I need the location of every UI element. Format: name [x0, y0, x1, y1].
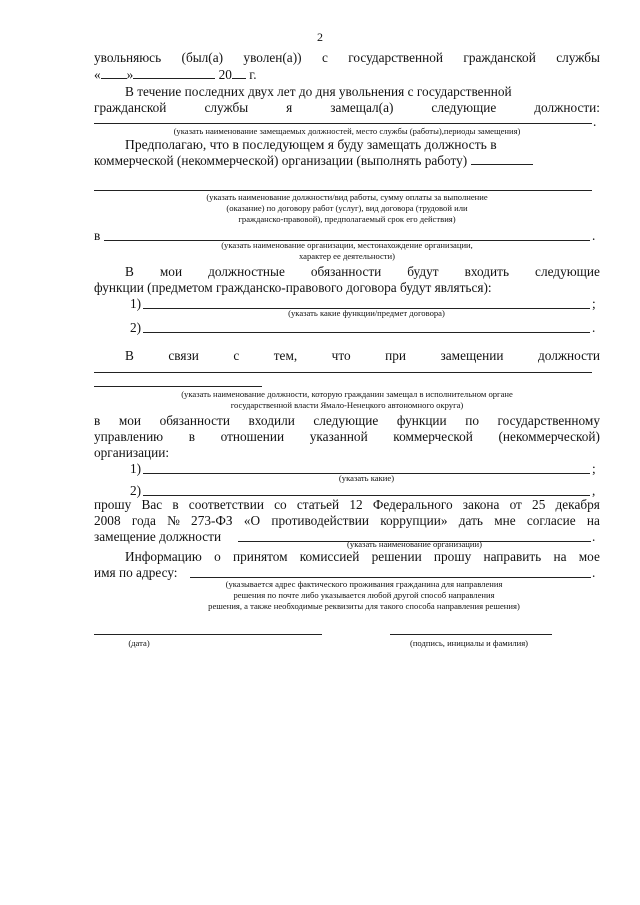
word: с — [233, 348, 240, 363]
caption-signature: (подпись, инициалы и фамилия) — [409, 638, 529, 648]
word: замещении — [440, 348, 504, 363]
period-mark: . — [592, 529, 596, 544]
text-line-in-connection — [125, 348, 600, 364]
word: гражданской — [94, 100, 167, 115]
caption-work: (указать наименование должности/вид работы, сумму оплаты за выполнение (оказание) по договору работ (услуг), вид договора (трудовой или гражданско-правовой), предполагаемый срок его действия) — [206, 192, 488, 224]
work-field — [94, 190, 592, 191]
semicolon-mark: ; — [592, 461, 596, 476]
text-line-org: организации: — [94, 445, 170, 460]
day-field — [101, 67, 127, 79]
word: согласие — [526, 513, 576, 528]
word: замещал(а) — [330, 100, 394, 115]
text-line-functions: функции (предметом гражданско-правового договора будут являться): — [94, 280, 492, 295]
word: № — [167, 513, 180, 528]
word: В — [125, 348, 134, 363]
comma-mark: , — [592, 483, 596, 498]
word: закона — [462, 497, 500, 512]
word: принятом — [232, 549, 288, 564]
period-mark: . — [592, 565, 596, 580]
text-line-organization: коммерческой (некоммерческой) организации (выполнять работу) — [94, 153, 533, 169]
word: Информацию — [125, 549, 202, 564]
word: комиссией — [299, 549, 360, 564]
word: (некоммерческой) — [498, 429, 600, 444]
word: службы — [556, 50, 600, 65]
word: уволен(а)) — [243, 50, 302, 65]
word: тем, — [273, 348, 298, 363]
word: решении — [371, 549, 422, 564]
word: обязанности — [159, 413, 230, 428]
word: должностные — [208, 264, 285, 279]
word: В — [125, 264, 134, 279]
page-number: 2 — [317, 30, 323, 44]
word: в — [188, 429, 195, 444]
word: 12 — [349, 497, 363, 512]
period-mark: . — [592, 228, 596, 243]
word: обязанности — [310, 264, 382, 279]
year-field — [232, 67, 246, 79]
caption-date: (дата) — [128, 638, 150, 648]
text-line-management — [94, 429, 600, 445]
word: следующие — [535, 264, 600, 279]
text-line-two-years: В течение последних двух лет до дня увольнения с государственной — [125, 84, 512, 99]
text-line-duties — [125, 264, 600, 280]
quote-close: » — [126, 67, 134, 82]
word: должности: — [534, 100, 600, 115]
word: противодействии — [271, 513, 369, 528]
word: в — [94, 413, 101, 428]
word: дать — [458, 513, 483, 528]
word: государственной — [348, 50, 444, 65]
position-held-field — [94, 372, 592, 373]
caption-position-held: (указать наименование должности, которую гражданин замещал в исполнительном органе государственной власти Ямало-Ненецкого автономного округа) — [181, 389, 513, 410]
word: направить — [483, 549, 542, 564]
word: управлению — [94, 429, 164, 444]
year-prefix: 20 — [218, 67, 232, 82]
text-line-intend: Предполагаю, что в последующем я буду замещать должность в — [125, 137, 497, 152]
word: «О — [243, 513, 261, 528]
quote-open: « — [94, 67, 101, 82]
word: входили — [248, 413, 295, 428]
word: мои — [118, 413, 142, 428]
word: следующие — [313, 413, 379, 428]
word: мне — [494, 513, 516, 528]
caption-which: (указать какие) — [338, 473, 395, 483]
word: со — [274, 497, 287, 512]
position-held-field-2 — [94, 386, 262, 387]
word: 25 — [532, 497, 546, 512]
address-field — [190, 577, 591, 578]
semicolon-mark: ; — [592, 296, 596, 311]
text-line-in: в — [94, 228, 101, 243]
word: мои — [159, 264, 183, 279]
word: связи — [168, 348, 199, 363]
word: следующие — [431, 100, 497, 115]
caption-functions: (указать какие функции/предмет договора) — [288, 308, 445, 318]
word: увольняюсь — [94, 50, 162, 65]
word: по — [465, 413, 479, 428]
word: года — [131, 513, 156, 528]
word: соответствии — [188, 497, 264, 512]
word: государственному — [497, 413, 600, 428]
word: статьей — [296, 497, 340, 512]
word: в — [172, 497, 179, 512]
item-2-field — [143, 332, 590, 333]
word: мое — [578, 549, 600, 564]
word: при — [385, 348, 407, 363]
item-1-label: 1) — [130, 296, 142, 311]
word: коммерческой — [393, 429, 473, 444]
word: что — [331, 348, 351, 363]
work-field-start — [471, 153, 533, 165]
word: указанной — [309, 429, 368, 444]
word: будут — [407, 264, 439, 279]
word: Вас — [141, 497, 163, 512]
item-1-label: 1) — [130, 461, 142, 476]
word: 2008 — [94, 513, 121, 528]
word: я — [286, 100, 293, 115]
word: входить — [464, 264, 510, 279]
text-line-dismissal — [94, 50, 600, 66]
word: функции — [396, 413, 447, 428]
caption-organization: (указать наименование организации, местонахождение организации, характер ее деятельности) — [221, 240, 473, 261]
word: декабря — [555, 497, 600, 512]
date-field — [94, 634, 322, 635]
text-line-information — [125, 549, 600, 565]
word: на — [586, 513, 600, 528]
signature-field — [390, 634, 552, 635]
period-mark: . — [593, 114, 597, 129]
text-line-law — [94, 513, 600, 529]
word: на — [553, 549, 567, 564]
text-line-request — [94, 497, 600, 513]
text-line-positions — [94, 100, 600, 116]
gov-function-2-field — [143, 495, 590, 496]
caption-address: (указывается адрес фактического проживания гражданина для направления решения по почте либо указывается любой другой способ направления решения, а также необходимые реквизиты для такого способа направления решения) — [208, 579, 520, 611]
word: от — [509, 497, 522, 512]
word: службы — [204, 100, 249, 115]
positions-field — [94, 123, 592, 124]
word: коррупции» — [380, 513, 448, 528]
item-2-label: 2) — [130, 483, 142, 498]
text-line-my-duties — [94, 413, 600, 429]
item-2-label: 2) — [130, 320, 142, 335]
caption-org-name: (указать наименование организации) — [347, 539, 482, 549]
word: должности — [537, 348, 600, 363]
word: о — [214, 549, 221, 564]
word: прошу — [94, 497, 132, 512]
dismissal-date — [94, 67, 257, 83]
text-line-address: имя по адресу: — [94, 565, 178, 580]
text-line-position-fill: замещение должности — [94, 529, 222, 544]
word: прошу — [433, 549, 472, 564]
caption-positions: (указать наименование замещаемых должностей, место службы (работы),периоды замещения) — [173, 126, 521, 136]
word: гражданской — [463, 50, 536, 65]
word: 273-ФЗ — [191, 513, 233, 528]
word: с — [321, 50, 328, 65]
period-mark: . — [592, 320, 596, 335]
year-suffix: г. — [249, 67, 257, 82]
word: Федерального — [372, 497, 453, 512]
word: отношении — [220, 429, 285, 444]
month-field — [133, 67, 215, 79]
word: (был(а) — [181, 50, 224, 65]
